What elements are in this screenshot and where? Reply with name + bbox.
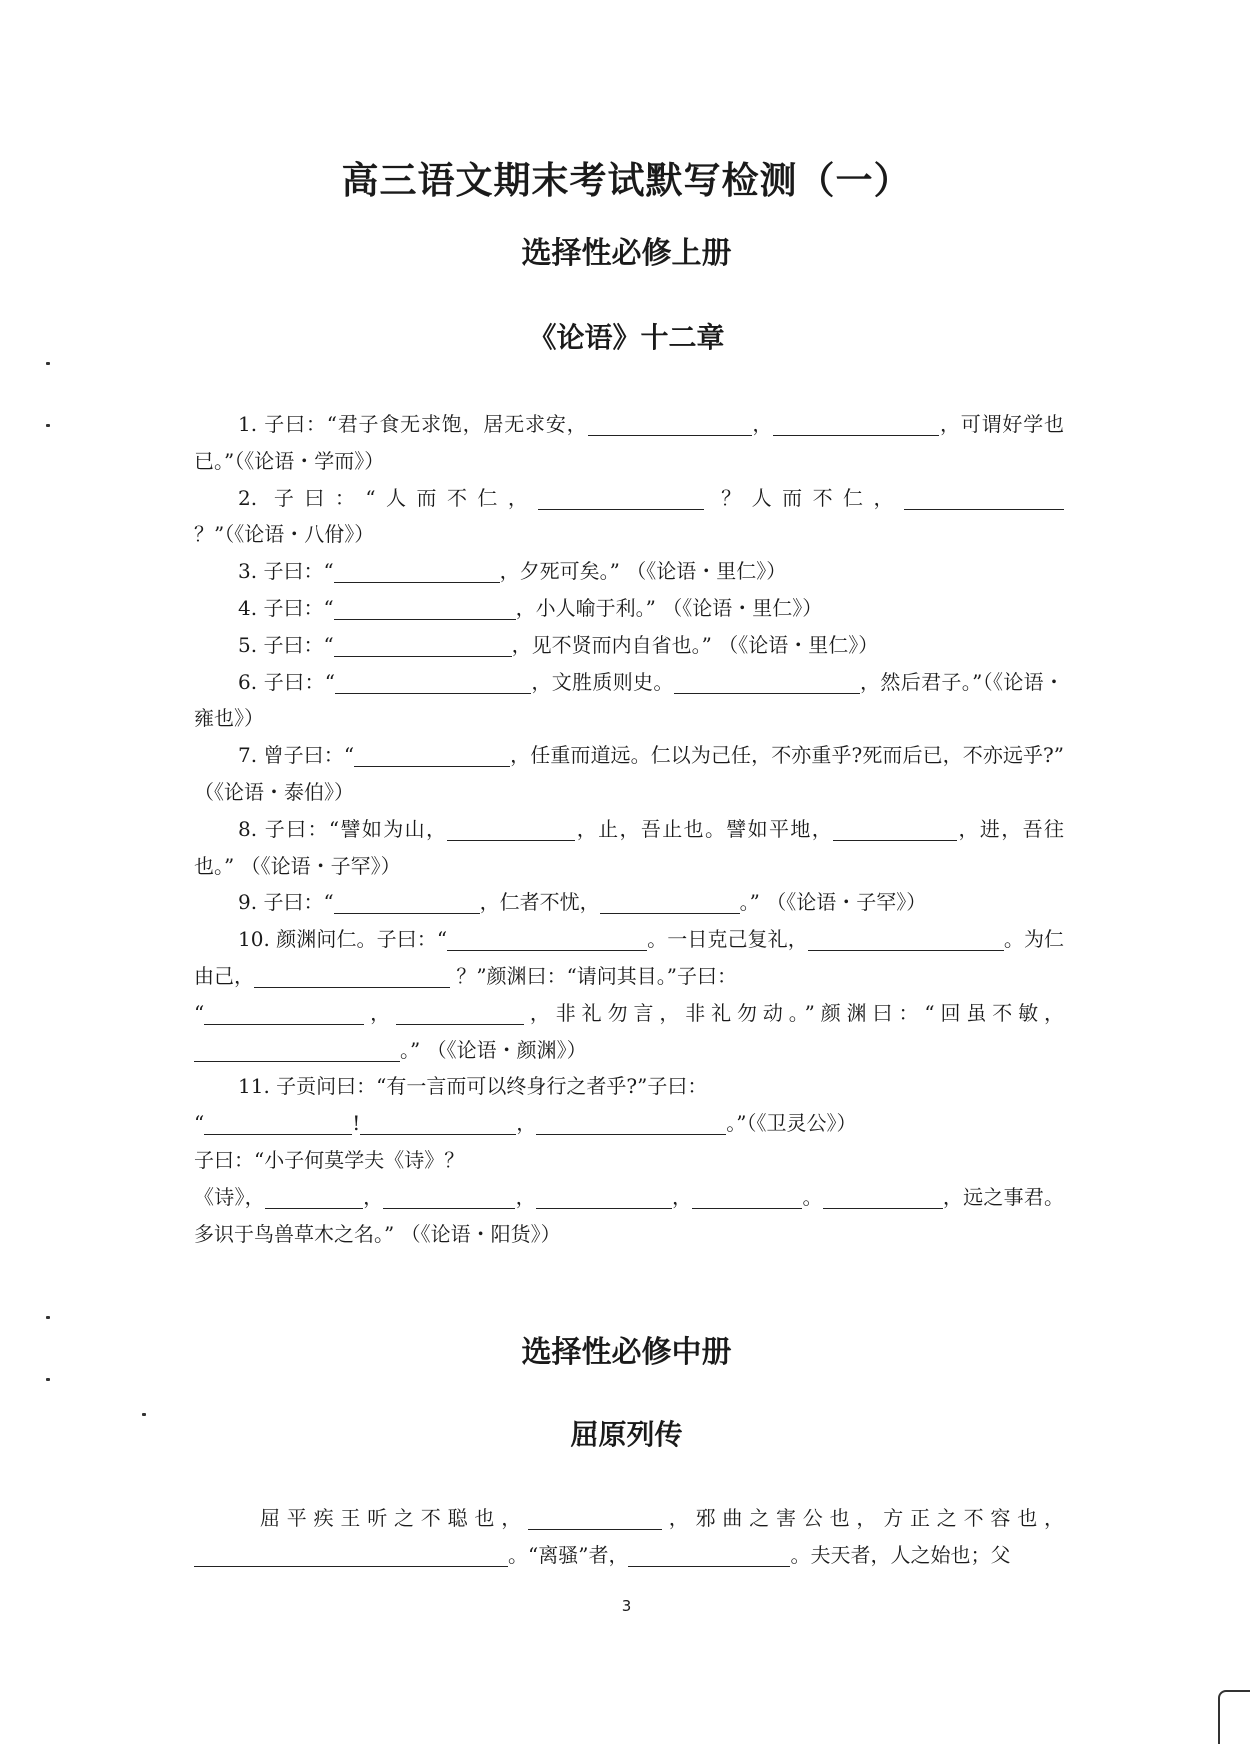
scan-speck [46, 362, 50, 365]
question-text: “ [194, 1000, 205, 1025]
answer-blank[interactable] [335, 670, 531, 694]
question-text: ，止，吾止也。譬如平地， [575, 816, 834, 841]
question-text: 。”（《卫灵公》） [726, 1111, 857, 1136]
question-6 [194, 664, 1064, 738]
question-10-continued [194, 995, 1064, 1069]
answer-blank[interactable] [204, 1001, 364, 1025]
question-text: ，小人喻于利。” （《论语・里仁》） [515, 595, 823, 620]
question-text: 。为仁由己， [194, 927, 1065, 988]
question-7 [194, 737, 1064, 811]
question-text: ， [515, 1184, 536, 1209]
question-text: 3. 子曰：“ [238, 559, 334, 584]
question-2 [194, 480, 1064, 554]
question-text: ， [516, 1111, 537, 1136]
question-text: ，非礼勿言，非礼勿动。”颜渊曰：“回虽不敏， [524, 1000, 1065, 1025]
question-text: 4. 子曰：“ [238, 595, 334, 620]
question-11 [194, 1068, 1064, 1105]
answer-blank[interactable] [692, 1185, 802, 1209]
answer-blank[interactable] [194, 1038, 400, 1062]
question-text: 。夫天者，人之始也；父 [790, 1542, 1011, 1567]
question-12 [194, 1142, 1064, 1179]
question-text: ，仁者不忧， [479, 890, 600, 915]
scan-speck [46, 1378, 50, 1381]
answer-blank[interactable] [447, 927, 647, 951]
question-text: 5. 子曰：“ [238, 632, 334, 657]
answer-blank[interactable] [628, 1543, 790, 1567]
question-text: 9. 子曰：“ [238, 890, 334, 915]
answer-blank[interactable] [265, 1185, 363, 1209]
scan-speck [46, 1316, 50, 1319]
question-text: ，邪曲之害公也，方正之不容也， [662, 1506, 1064, 1530]
answer-blank[interactable] [360, 1111, 516, 1135]
answer-blank[interactable] [588, 412, 752, 436]
answer-blank[interactable] [674, 670, 860, 694]
question-text: 1. 子曰：“君子食无求饱，居无求安， [238, 412, 588, 436]
question-9 [194, 884, 1064, 921]
chapter-title: 《论语》十二章 [528, 321, 725, 354]
question-text: ，可谓好学也已。”（《论语・学而》） [194, 412, 1065, 473]
question-text: ， [364, 1000, 397, 1025]
question-text: 。“离骚”者， [508, 1542, 629, 1567]
section-title: 选择性必修中册 [521, 1335, 732, 1370]
answer-blank[interactable] [447, 817, 575, 841]
question-list [194, 1500, 1064, 1574]
question-text: ， [671, 1184, 693, 1209]
answer-blank[interactable] [396, 1001, 524, 1025]
question-text: ？”（《论语・八佾》） [194, 522, 375, 547]
question-text: ，文胜质则史。 [531, 669, 674, 694]
answer-blank[interactable] [204, 1111, 352, 1135]
main-title: 高三语文期末考试默写检测（一） [341, 159, 912, 202]
answer-blank[interactable] [808, 927, 1004, 951]
answer-blank[interactable] [773, 412, 939, 436]
question-1 [194, 406, 1064, 480]
question-text: 。” （《论语・子罕》） [739, 890, 927, 915]
question-text: 子曰：“小子何莫学夫《诗》？ [194, 1147, 465, 1172]
answer-blank[interactable] [536, 1185, 672, 1209]
question-8 [194, 811, 1064, 885]
question-3 [194, 553, 1064, 590]
question-11-continued [194, 1105, 1064, 1142]
question-text: 2. 子曰：“人而不仁， [238, 485, 539, 510]
answer-blank[interactable] [904, 486, 1064, 510]
question-text: 7. 曾子曰：“ [238, 743, 355, 768]
answer-blank[interactable] [194, 1543, 508, 1567]
question-text: 《诗》， [194, 1184, 265, 1209]
scan-corner-mark [1218, 1690, 1250, 1744]
answer-blank[interactable] [383, 1185, 515, 1209]
question-text: 屈平疾王听之不聪也， [260, 1506, 528, 1530]
question-text: 11. 子贡问曰：“有一言而可以终身行之者乎?”子曰： [238, 1074, 708, 1099]
question-text: ，然后君子。”（《论语・雍也》） [194, 669, 1064, 731]
answer-blank[interactable] [334, 633, 512, 657]
question-text: ! [352, 1111, 361, 1136]
question-text: 6. 子曰：“ [238, 669, 336, 694]
chapter-title: 屈原列传 [570, 1418, 683, 1451]
answer-blank[interactable] [528, 1506, 662, 1530]
question-text: ？人而不仁， [704, 485, 904, 510]
answer-blank[interactable] [354, 743, 510, 767]
question-12-continued [194, 1179, 1064, 1253]
answer-blank[interactable] [334, 890, 480, 914]
question-text: 。 [802, 1184, 823, 1209]
answer-blank[interactable] [823, 1185, 943, 1209]
answer-blank[interactable] [334, 596, 516, 620]
answer-blank[interactable] [334, 559, 500, 583]
answer-blank[interactable] [536, 1111, 726, 1135]
question-text: ， [751, 412, 774, 436]
answer-blank[interactable] [538, 486, 704, 510]
answer-blank[interactable] [600, 890, 740, 914]
question-10 [194, 921, 1064, 995]
question-text: 10. 颜渊问仁。子曰：“ [238, 927, 448, 952]
question-quyuan [194, 1500, 1064, 1574]
page-number: 3 [621, 1597, 632, 1615]
question-text: “ [194, 1111, 205, 1136]
question-text: 。一日克己复礼， [647, 927, 808, 952]
answer-blank[interactable] [254, 964, 450, 988]
question-5 [194, 627, 1064, 664]
question-text: ，远之事君。多识于鸟兽草木之名。” （《论语・阳货》） [194, 1184, 1065, 1246]
question-text: 。” （《论语・颜渊》） [400, 1037, 587, 1062]
question-text: ，任重而道远。仁以为己任，不亦重乎?死而后已，不亦远乎?” （《论语・泰伯》） [194, 743, 1065, 804]
scan-speck [46, 424, 50, 427]
question-text: ，夕死可矣。” （《论语・里仁》） [499, 559, 787, 584]
question-4 [194, 590, 1064, 627]
question-text: 8. 子曰：“譬如为山， [238, 816, 448, 841]
question-list [194, 406, 1064, 1252]
question-text: ， [362, 1184, 384, 1209]
section-title: 选择性必修上册 [521, 236, 732, 271]
question-text: ，见不贤而内自省也。” （《论语・里仁》） [511, 632, 879, 657]
answer-blank[interactable] [833, 817, 957, 841]
scan-speck [142, 1413, 146, 1416]
question-text: ，进，吾往也。” （《论语・子罕》） [194, 816, 1065, 878]
question-text: ？”颜渊曰：“请问其目。”子曰： [450, 963, 738, 988]
